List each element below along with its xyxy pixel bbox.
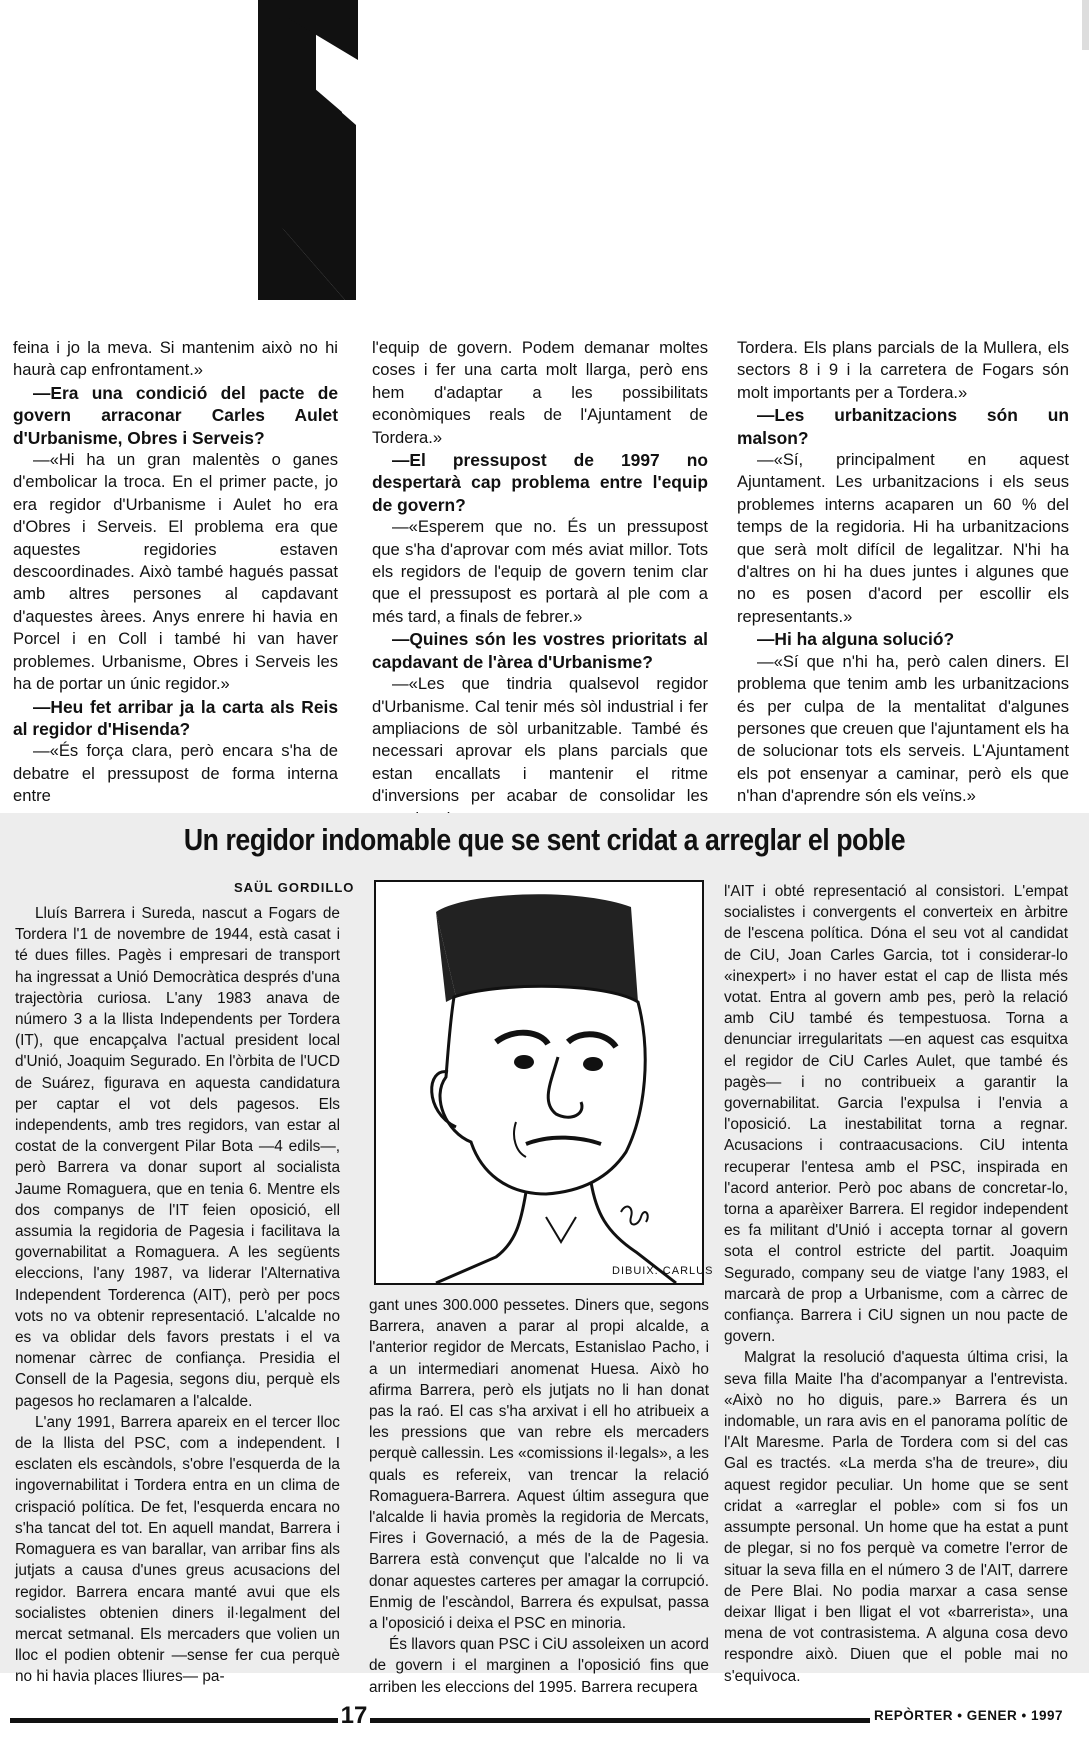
section-logo-n [0, 0, 1089, 300]
paragraph: —«Sí que n'hi ha, però calen diners. El problema que tenim amb les urbanitzacions és per culpa de la mentalitat d'algunes persones que creuen que l'ajuntament els ha de solucionar tots els serveis. L'Ajuntament els pot ensenyar a caminar, però els que n'han d'aprendre són els veïns.» [737, 651, 1069, 806]
interview-question: —Quines són les vostres prioritats al capdavant de l'àrea d'Urbanisme? [372, 629, 708, 672]
illustration-credit: DIBUIX: CARLUS [612, 1265, 714, 1277]
interview-question: —Les urbanitzacions són un malson? [737, 405, 1069, 448]
paragraph: És llavors quan PSC i CiU assoleixen un acord de govern i el marginen a l'oposició fins que arriben les eleccions del 1995. Barrera recupera [369, 1636, 709, 1696]
paragraph: —«Hi ha un gran malentès o ganes d'embolicar la troca. En el primer pacte, jo era regidor d'Urbanisme i Aulet ho era d'Obres i Serveis. El problema era que aquestes regidories estaven descoordinades. Això també hagués passat amb altres persones al capdavant d'aquestes àrees. Anys enrere hi havia en Porcel i en Coll i també hi van haver problemes. Urbanisme, Obres i Serveis les ha de portar un únic regidor.» [13, 450, 338, 694]
paragraph: —«Sí, principalment en aquest Ajuntament. Les urbanitzacions i els seus problemes interns acaparen un 60 % del temps de la regidoria. Hi ha urbanitzacions que serà molt difícil de legalitzar. N'hi ha d'altres on hi ha dues juntes i algunes que no es posen d'acord per escollir els representants.» [737, 450, 1069, 626]
paragraph: —«Les que tindria qualsevol regidor d'Urbanisme. Cal tenir més sòl industrial i fer ampliacions de sòl urbanitzable. També és necessari aprovar els plans parcials que estan encallats i mantenir el ritme d'inversions per acabar de consolidar les [372, 674, 708, 806]
interview-question: —El pressupost de 1997 no despertarà cap problema entre l'equip de govern? [372, 450, 708, 515]
interview-question: —Hi ha alguna solució? [757, 629, 955, 650]
paragraph: Tordera. Els plans parcials de la Mullera, els sectors 8 i 9 i la carretera de Fogars són molt importants per a Tordera.» [737, 338, 1069, 402]
page-number: 17 [340, 1702, 368, 1729]
footer-publication: REPÒRTER • GENER • 1997 [874, 1708, 1064, 1723]
paragraph: Malgrat la resolució d'aquesta última crisi, la seva filla Maite l'ha d'acompanyar a l'entrevista. «Això no ho diguis, pare.» Barrera és un indomable, un rara avis en el panorama polític de l'Alt Maresme. Parla de Tordera com si del cas Gal es tractés. «La merda s'ha de treure», diu aquest regidor peculiar. Un home que se sent cridat a «arreglar el poble» com si fos un assumpte personal. Un home que ha estat a punt de plegar, si no fos perquè va cometre l'error de situar la seva filla en el número 3 de l'AIT, darrere de Pere Blai. No podia marxar a casa sense deixar lligat i ben lligat el vot «barrerista», una mena de vot contrasistema. A alguna cosa devo respondre això. Diuen que el poble mai no s'equivoca. [724, 1349, 1068, 1685]
paragraph: —«És força clara, però encara s'ha de debatre el pressupost de forma interna entre [13, 741, 338, 806]
interview-question: —Heu fet arribar ja la carta als Reis al regidor d'Hisenda? [13, 696, 338, 739]
footer-rule-left [10, 1718, 338, 1723]
interview-column-2 [372, 337, 708, 830]
paragraph: l'AIT i obté representació al consistori. L'empat socialistes i convergents el converteix en àrbitre de l'escena política. Dóna el seu vot al candidat de CiU, Joan Carles Garcia, tot i considerar-lo «inexpert» i no haver estat el cap de llista més votat. Entra al govern amb pes, però la relació amb CiU també és tempestuosa. Torna a denunciar irregularitats —en aquest cas esquitxa el regidor de CiU Carles Aulet, que també és pagès— i no contribueix a garantir la governabilitat. Garcia l'expulsa i l'envia a l'oposició. La inestabilitat torna a regnar. Acusacions i contraacusacions. CiU intenta recuperar l'entesa amb el PSC, inspirada en l'acord anterior. Però poc abans de concretar-lo, torna a aparèixer Barrera. El regidor independent es fa militant d'Unió i accepta tornar al govern sota el control estricte del partit. Joaquim Segurado, company seu de viatge l'any 1983, el marcarà de prop a Urbanisme, com a càrrec de confiança. Barrera i CiU signen un nou pacte de govern. [724, 883, 1068, 1346]
sidebar-column-3 [724, 881, 1068, 1687]
interview-question: —Era una condició del pacte de govern arraconar Carles Aulet d'Urbanisme, Obres i Serveis? [13, 382, 338, 448]
byline: SAÜL GORDILLO [234, 880, 355, 895]
sidebar-column-1 [15, 903, 340, 1688]
paragraph: —«Esperem que no. És un pressupost que s'ha d'aprovar com més aviat millor. Tots els regidors de l'equip de govern tenim clar que el pressupost es portarà al ple com a més tard, a finals de febrer.» [372, 517, 708, 626]
interview-column-1 [13, 337, 338, 808]
caricature-illustration [374, 880, 714, 1285]
interview-column-3 [737, 337, 1069, 808]
footer-rule-right [370, 1718, 870, 1723]
paragraph: Lluís Barrera i Sureda, nascut a Fogars de Tordera l'1 de novembre de 1944, està casat i té dues filles. Pagès i empresari de transport ha ingressat a Unió Democràtica després d'una trajectòria curiosa. L'any 1983 anava de número 3 a la llista Independents per Tordera (IT), que encapçalva l'actual president local d'Unió, Joaquim Segurado. En l'òrbita de l'UCD de Suárez, figurava en aquesta candidatura per captar el vot dels pagesos. Els independents, amb tres regidors, van estar al costat de la convergent Pilar Bota —4 edils—, però Barrera va donar suport al socialista Jaume Romaguera, que en tenia 6. Mentre els dos companys de l'IT feien oposició, ell assumia la regidoria de Pagesia i facilitava la governabilitat a Romaguera. A les següents eleccions, l'any 1987, va liderar l'Alternativa Independent Torderenca (AIT), però per pocs vots no va obtenir representació. L'alcalde no es va oblidar dels favors prestats i el va nomenar càrrec de confiança. Presidia el Consell de la Pagesia, segons diu, perquè els pagesos ho reclamaren a l'alcalde. [15, 905, 340, 1410]
sidebar-column-2 [369, 1295, 709, 1698]
caricature-drawing [376, 882, 714, 1283]
paragraph: gant unes 300.000 pessetes. Diners que, segons Barrera, anaven a parar al propi alcalde, a l'anterior regidor de Mercats, Estanislao Pacho, i a un intermediari anomenat Huesa. Això ho afirma Barrera, però els jutjats no li han donat pas la raó. El cas s'ha arxivat i ell ho atribueix a les pressions que van rebre els mercaders perquè callessin. Les «comissions il·legals», a les quals es refereix, van trencar la relació Romaguera-Barrera. Aquest últim assegura que l'alcalde li havia promès la regidoria de Mercats, Fires i Governació, a més de la de Pagesia. Barrera està convençut que l'alcalde no li va donar aquestes carteres per amagar la corrupció. Enmig de l'escàndol, Barrera és expulsat, passa a l'oposició i deixa el PSC en minoria. [369, 1297, 709, 1633]
paragraph: l'equip de govern. Podem demanar moltes coses i fer una carta molt llarga, però ens hem d'adaptar a les possibilitats econòmiques reals de l'Ajuntament de Tordera.» [372, 338, 708, 447]
paragraph: feina i jo la meva. Si mantenim això no hi haurà cap enfrontament.» [13, 338, 338, 380]
sidebar-headline: Un regidor indomable que se sent cridat a arreglar el poble [183, 822, 906, 857]
paragraph: L'any 1991, Barrera apareix en el tercer lloc de la llista del PSC, com a independent. I esclaten els escàndols, s'obre l'esquerda de la ingovernabilitat i Tordera entra en un clima de crispació política. De fet, l'esquerda encara no s'ha tancat del tot. En aquell mandat, Barrera i Romaguera es van barallar, van arribar fins als jutjats a causa d'unes greus acusacions del regidor. Barrera encara manté avui que els socialistes obtenien diners il·legalment del mercat setmanal. Els mercaders que volien un lloc el podien obtenir —sense fer cua perquè no hi havia places lliures— pa- [15, 1413, 340, 1686]
